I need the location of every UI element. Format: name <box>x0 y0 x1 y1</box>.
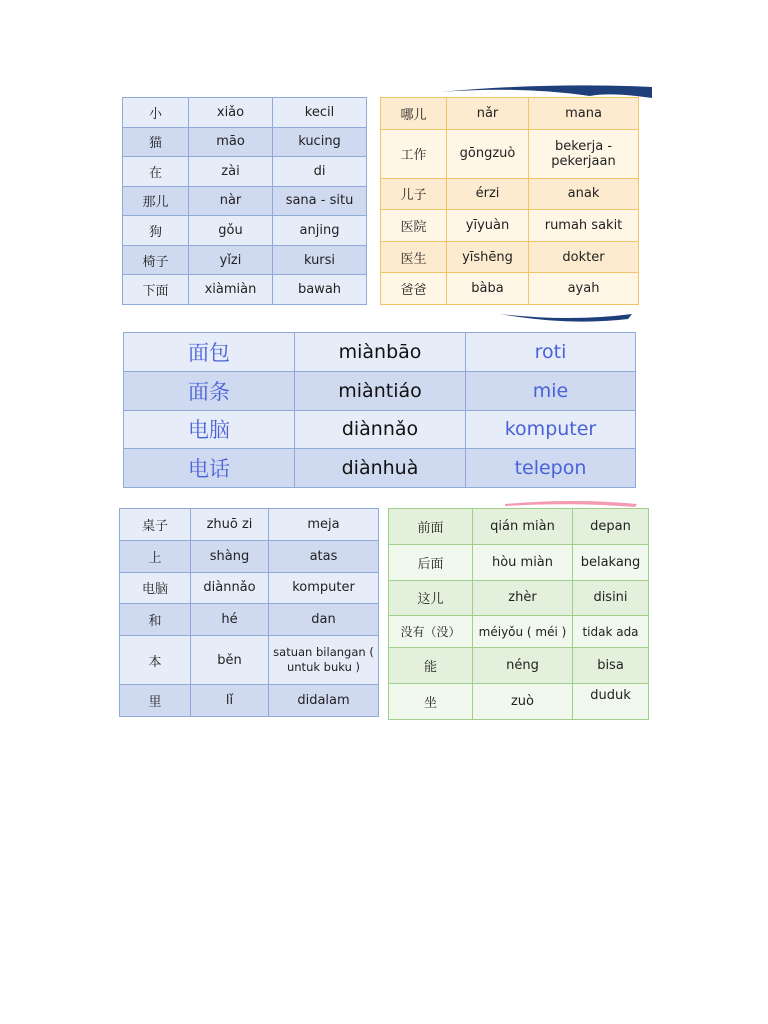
hanzi-cell: 电话 <box>124 449 295 488</box>
meaning-cell: tidak ada <box>573 616 649 648</box>
hanzi-cell: 狗 <box>123 216 189 246</box>
hanzi-cell: 里 <box>120 685 191 717</box>
hanzi-cell: 坐 <box>389 684 473 720</box>
meaning-cell: bekerja - pekerjaan <box>529 129 639 178</box>
meaning-cell: disini <box>573 580 649 616</box>
pinyin-cell: zuò <box>473 684 573 720</box>
pinyin-cell: érzi <box>447 178 529 210</box>
meaning-cell: komputer <box>269 572 379 604</box>
pinyin-cell: miàntiáo <box>295 371 466 410</box>
meaning-cell: duduk <box>573 684 649 720</box>
hanzi-cell: 本 <box>120 636 191 685</box>
pinyin-cell: nàr <box>189 186 273 216</box>
table-row <box>123 98 367 128</box>
pinyin-cell: yǐzi <box>189 245 273 275</box>
hanzi-cell: 猫 <box>123 127 189 157</box>
navy-swoosh-middle <box>500 312 635 324</box>
meaning-cell: atas <box>269 540 379 572</box>
hanzi-cell: 医生 <box>381 241 447 273</box>
table-row <box>381 210 639 242</box>
pinyin-cell: diànnǎo <box>295 410 466 449</box>
meaning-cell: didalam <box>269 685 379 717</box>
hanzi-cell: 桌子 <box>120 509 191 541</box>
meaning-cell: bisa <box>573 648 649 684</box>
pinyin-cell: bàba <box>447 273 529 305</box>
hanzi-cell: 和 <box>120 604 191 636</box>
hanzi-cell: 后面 <box>389 544 473 580</box>
pinyin-cell: miànbāo <box>295 333 466 372</box>
vocab-table-objects-positions <box>119 508 379 717</box>
pinyin-cell: shàng <box>191 540 269 572</box>
meaning-cell: anjing <box>273 216 367 246</box>
table-row <box>389 684 649 720</box>
pinyin-cell: diànhuà <box>295 449 466 488</box>
meaning-cell: mana <box>529 98 639 130</box>
pinyin-cell: yīyuàn <box>447 210 529 242</box>
table-row <box>123 245 367 275</box>
hanzi-cell: 医院 <box>381 210 447 242</box>
table-row <box>123 157 367 187</box>
hanzi-cell: 儿子 <box>381 178 447 210</box>
pinyin-cell: hé <box>191 604 269 636</box>
pinyin-cell: gǒu <box>189 216 273 246</box>
hanzi-cell: 下面 <box>123 275 189 305</box>
vocab-table-family-work <box>380 97 639 305</box>
hanzi-cell: 哪儿 <box>381 98 447 130</box>
table-row <box>120 572 379 604</box>
meaning-cell: bawah <box>273 275 367 305</box>
vocab-table-food-devices <box>123 332 636 488</box>
vocab-table-directions-verbs <box>388 508 649 720</box>
pinyin-cell: běn <box>191 636 269 685</box>
meaning-cell: di <box>273 157 367 187</box>
hanzi-cell: 电脑 <box>124 410 295 449</box>
pinyin-cell: zhèr <box>473 580 573 616</box>
table-row <box>389 544 649 580</box>
meaning-cell: belakang <box>573 544 649 580</box>
hanzi-cell: 这儿 <box>389 580 473 616</box>
table-row <box>120 509 379 541</box>
table-row <box>381 98 639 130</box>
meaning-cell: anak <box>529 178 639 210</box>
meaning-cell: roti <box>466 333 636 372</box>
meaning-cell: dan <box>269 604 379 636</box>
table-row <box>389 616 649 648</box>
pinyin-cell: hòu miàn <box>473 544 573 580</box>
table-row <box>381 241 639 273</box>
hanzi-cell: 前面 <box>389 509 473 545</box>
hanzi-cell: 椅子 <box>123 245 189 275</box>
table-row <box>389 580 649 616</box>
meaning-cell: sana - situ <box>273 186 367 216</box>
meaning-cell: rumah sakit <box>529 210 639 242</box>
table-row <box>389 509 649 545</box>
meaning-cell: kursi <box>273 245 367 275</box>
table-row <box>123 186 367 216</box>
pinyin-cell: néng <box>473 648 573 684</box>
hanzi-cell: 小 <box>123 98 189 128</box>
table-row <box>120 685 379 717</box>
pinyin-cell: xiǎo <box>189 98 273 128</box>
meaning-cell: satuan bilangan ( untuk buku ) <box>269 636 379 685</box>
meaning-cell: depan <box>573 509 649 545</box>
pinyin-cell: xiàmiàn <box>189 275 273 305</box>
hanzi-cell: 能 <box>389 648 473 684</box>
table-row <box>381 129 639 178</box>
table-row <box>389 648 649 684</box>
hanzi-cell: 没有（没） <box>389 616 473 648</box>
table-row <box>120 636 379 685</box>
table-row <box>124 371 636 410</box>
pinyin-cell: diànnǎo <box>191 572 269 604</box>
hanzi-cell: 面包 <box>124 333 295 372</box>
pinyin-cell: lǐ <box>191 685 269 717</box>
meaning-cell: kecil <box>273 98 367 128</box>
hanzi-cell: 上 <box>120 540 191 572</box>
meaning-cell: mie <box>466 371 636 410</box>
hanzi-cell: 那儿 <box>123 186 189 216</box>
pinyin-cell: nǎr <box>447 98 529 130</box>
hanzi-cell: 面条 <box>124 371 295 410</box>
hanzi-cell: 爸爸 <box>381 273 447 305</box>
table-row <box>123 127 367 157</box>
hanzi-cell: 工作 <box>381 129 447 178</box>
pinyin-cell: yīshēng <box>447 241 529 273</box>
table-row <box>120 540 379 572</box>
meaning-cell: ayah <box>529 273 639 305</box>
table-row <box>381 178 639 210</box>
pinyin-cell: qián miàn <box>473 509 573 545</box>
pinyin-cell: méiyǒu ( méi ) <box>473 616 573 648</box>
table-row <box>123 275 367 305</box>
table-row <box>381 273 639 305</box>
meaning-cell: komputer <box>466 410 636 449</box>
meaning-cell: telepon <box>466 449 636 488</box>
vocab-table-animals-places <box>122 97 367 305</box>
meaning-cell: dokter <box>529 241 639 273</box>
meaning-cell: meja <box>269 509 379 541</box>
hanzi-cell: 在 <box>123 157 189 187</box>
pinyin-cell: zhuō zi <box>191 509 269 541</box>
meaning-cell: kucing <box>273 127 367 157</box>
table-row <box>124 410 636 449</box>
table-row <box>123 216 367 246</box>
pinyin-cell: gōngzuò <box>447 129 529 178</box>
table-row <box>124 333 636 372</box>
pinyin-cell: zài <box>189 157 273 187</box>
pinyin-cell: māo <box>189 127 273 157</box>
table-row <box>124 449 636 488</box>
hanzi-cell: 电脑 <box>120 572 191 604</box>
table-row <box>120 604 379 636</box>
